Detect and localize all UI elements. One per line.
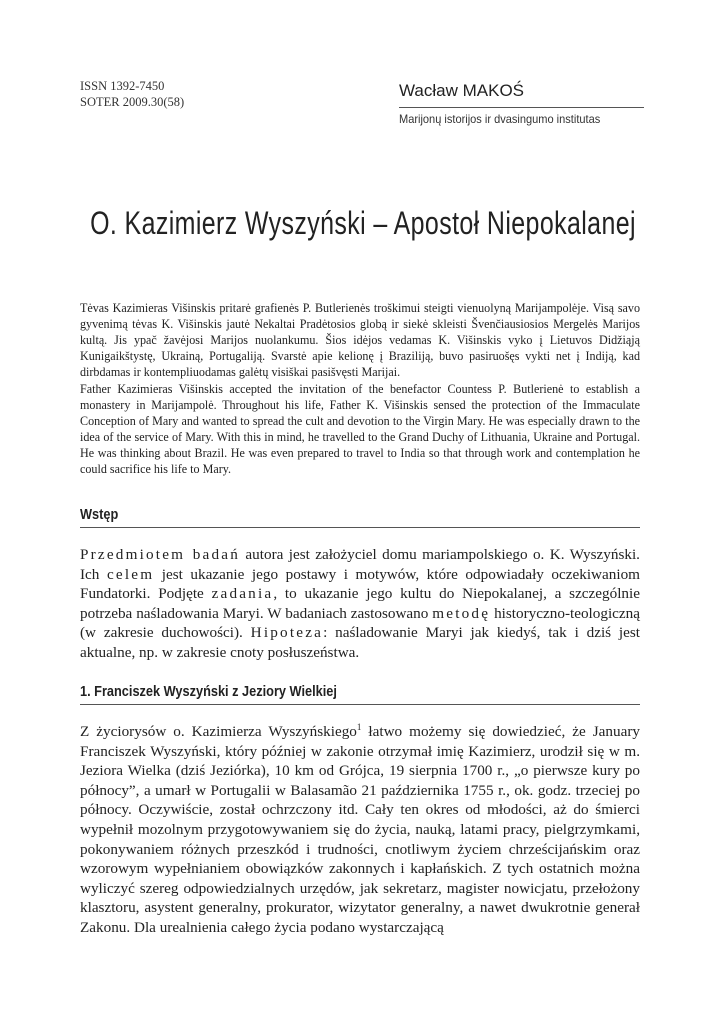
spaced-term: Hipoteza [250, 624, 324, 642]
abstract-lithuanian: Tėvas Kazimieras Višinskis pritarė grafienės P. Butlerienės troškimui steigti vienuolyną Marijampolėje. Visą savo gyvenimą tėvas K. Višinskis jautė Nekaltai Pradėtosios globą ir siekė skleisti Švenčiausiosios Mergelės Marijos kultą. Jis ypač žavėjosi Marijos nuolankumu. Šios idėjos vedamas K. Višinskis vyko į Lietuvos Didžiąją Kunigaikštystę, Ukrainą, Portugaliją. Svarstė apie kelionę į Braziliją, buvo pasiruošęs vykti net į Indiją, kad dirbdamas ir kontempliuodamas galėtų visiškai pasišvęsti Marijai. [80, 301, 640, 380]
section-heading-1: 1. Franciszek Wyszyński z Jeziory Wielkiej [80, 683, 640, 705]
section-heading-intro: Wstęp [80, 506, 640, 528]
intro-paragraph: Przedmiotem badań autora jest założyciel domu mariampolskiego o. K. Wyszyński. Ich celem jest ukazanie jego postawy i motywów, które odpowiadały oczekiwaniom Fundatorki. Podjęte zadania, to ukazanie jego kultu do Niepokalanej, a szczególnie potrzeba naśladowania Maryi. W badaniach zastosowano metodę historyczno-teologiczną (w zakresie duchowości). Hipoteza: naśladowanie Maryi jak kiedyś, tak i dziś jest aktualne, np. w zakresie cnoty posłuszeństwa. [80, 546, 640, 661]
footnote-ref[interactable]: 1 [356, 721, 362, 732]
spaced-term: celem [106, 565, 155, 583]
spaced-term: metodę [432, 604, 491, 622]
section-1-paragraph: Z życiorysów o. Kazimierza Wyszyńskiego$^1$ łatwo możemy się dowiedzieć, że January Franciszek Wyszyński, który później w zakonie otrzymał imię Kazimierz, urodził się w m. Jeziora Wielka (dziś Jeziórka), 10 km od Grójca, 19 sierpnia 1700 r., „o pierwsze kury po północy”, a umarł w Portugalii w Balasamão 21 października 1755 r., ok. godz. trzeciej po północy. Oczywiście, został ochrzczony itd. Cały ten okres od młodości, aż do śmierci wypełnił mozolnym przygotowywaniem się do życia, nauką, latami pracy, pielgrzymkami, pokonywaniem różnych przeszkód i trudności, cnotliwym życiem chrześcijańskim oraz wzorowym wypełnianiem obowiązków zakonnych i kapłańskich. Z tych ostatnich można wyliczyć szereg odpowiedzialnych urzędów, jak sekretarz, magister nowicjatu, przełożony klasztoru, asystent generalny, prokurator, wizytator generalny, a nawet dwukrotnie generał Zakonu. Dla urealnienia całego życia podano wystarczającą [80, 721, 640, 936]
author-name: Wacław MAKOŚ [399, 81, 525, 100]
abstract-english: Father Kazimieras Višinskis accepted the invitation of the benefactor Countess P. Butlerienė to establish a monastery in Marijampolė. Throughout his life, Father K. Višinskis sensed the protection of the Immaculate Conception of Mary and wanted to spread the cult and devotion to the Virgin Mary. He was especially drawn to the idea of the service of Mary. With this in mind, he travelled to the Grand Duchy of Lithuania, Ukraine and Portugal. He was thinking about Brazil. He was even prepared to travel to India so that through work and contemplation he could sacrifice his life to Mary. [80, 382, 640, 477]
spaced-term: zadania [211, 585, 274, 603]
author-affiliation: Marijonų istorijos ir dvasingumo institutas [399, 112, 601, 126]
article-title: O. Kazimierz Wyszyński – Apostoł Niepokalanej [90, 205, 636, 241]
author-divider [399, 107, 644, 108]
soter-issue: SOTER 2009.30(58) [80, 95, 185, 109]
author-block [399, 80, 644, 126]
issn: ISSN 1392-7450 [80, 79, 165, 93]
journal-info [80, 78, 184, 110]
spaced-term: Przedmiotem badań [80, 546, 241, 563]
